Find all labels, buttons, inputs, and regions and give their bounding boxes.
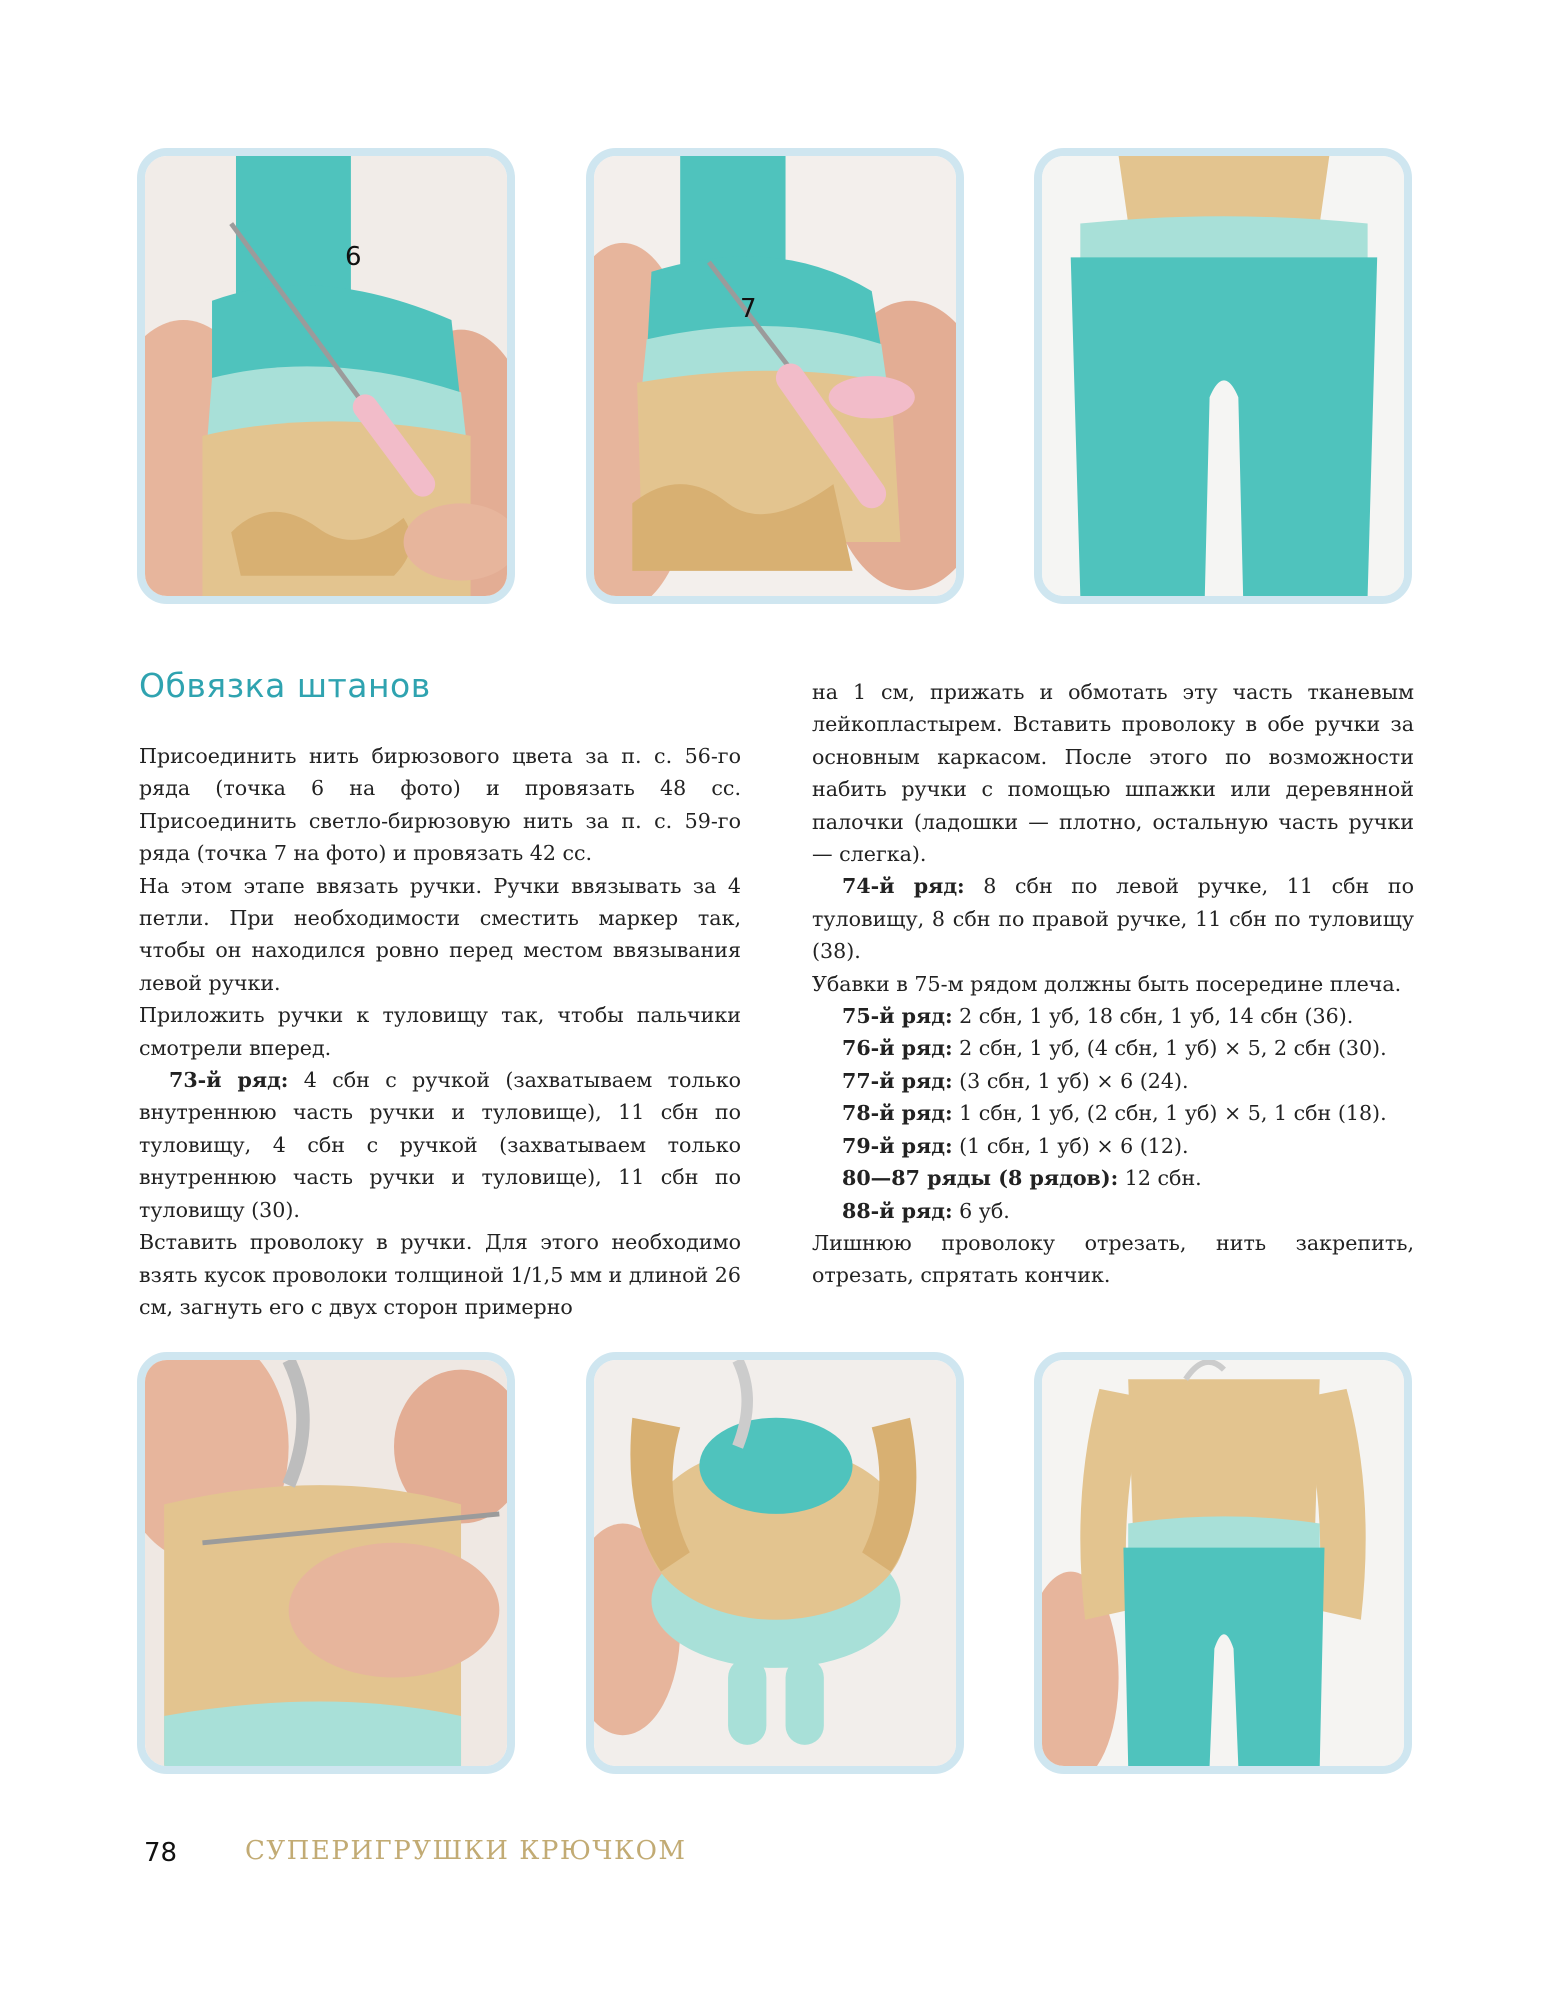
row-label: 73-й ряд: xyxy=(169,1068,289,1093)
row-text: (3 сбн, 1 уб) × 6 (24). xyxy=(952,1068,1189,1093)
row-instruction xyxy=(842,1130,1414,1162)
right-column xyxy=(812,676,1414,1292)
paragraph: На этом этапе ввязать ручки. Ручки ввязывать за 4 петли. При необходимости сместить маркер так, чтобы он находился ровно перед местом ввязывания левой ручки. xyxy=(139,873,741,995)
row-text: (1 сбн, 1 уб) × 6 (12). xyxy=(952,1133,1189,1158)
row-label: 80—87 ряды (8 рядов): xyxy=(842,1166,1119,1191)
row-label: 75-й ряд: xyxy=(842,1004,953,1029)
photo-marker: 7 xyxy=(740,294,757,324)
row-text: 2 сбн, 1 уб, 18 сбн, 1 уб, 14 сбн (36). xyxy=(952,1004,1354,1029)
row-label: 79-й ряд: xyxy=(842,1133,953,1158)
paragraph: на 1 см, прижать и обмотать эту часть тканевым лейкопластырем. Вставить проволоку в обе ручки за основным каркасом. После этого по возможности набить ручки с помощью шпажки или деревянной палочки (ладошки — плотно, остальную часть ручки — слегка). xyxy=(812,680,1414,867)
row-label: 88-й ряд: xyxy=(842,1198,953,1223)
row-instruction xyxy=(842,1000,1414,1032)
row-instruction xyxy=(842,1195,1414,1227)
row-label: 78-й ряд: xyxy=(842,1101,953,1126)
paragraph: Присоединить нить бирюзового цвета за п. с. 56-го ряда (точка 6 на фото) и провязать 48 сс. Присоединить светло-бирюзовую нить за п. с. 59-го ряда (точка 7 на фото) и провязать 42 сс. xyxy=(139,744,741,866)
row-instruction xyxy=(812,870,1414,967)
page-number: 78 xyxy=(144,1838,178,1868)
photo-top-2 xyxy=(586,148,964,604)
row-text: 2 сбн, 1 уб, (4 сбн, 1 уб) × 5, 2 сбн (30). xyxy=(952,1036,1387,1061)
row-instruction xyxy=(842,1032,1414,1064)
photo-bottom-2 xyxy=(586,1352,964,1774)
section-heading: Обвязка штанов xyxy=(139,666,431,705)
photo-top-1 xyxy=(137,148,515,604)
row-text: 4 сбн с ручкой (захватываем только внутреннюю часть ручки и туловище), 11 сбн по туловищу, 4 сбн с ручкой (захватываем только внутреннюю часть ручки и туловище), 11 сбн по туловищу (30). xyxy=(139,1068,741,1222)
photo-marker: 6 xyxy=(345,242,362,272)
row-text: 12 сбн. xyxy=(1118,1166,1202,1191)
row-text: 6 уб. xyxy=(952,1198,1010,1223)
row-text: 1 сбн, 1 уб, (2 сбн, 1 уб) × 5, 1 сбн (18). xyxy=(952,1101,1387,1126)
running-title: СУПЕРИГРУШКИ КРЮЧКОМ xyxy=(245,1836,687,1866)
photo-bottom-1 xyxy=(137,1352,515,1774)
paragraph: Вставить проволоку в ручки. Для этого необходимо взять кусок проволоки толщиной 1/1,5 мм и длиной 26 см, загнуть его с двух сторон примерно xyxy=(139,1230,741,1319)
photo-top-3 xyxy=(1034,148,1412,604)
row-instruction xyxy=(842,1065,1414,1097)
row-label: 76-й ряд: xyxy=(842,1036,953,1061)
paragraph: Приложить ручки к туловищу так, чтобы пальчики смотрели вперед. xyxy=(139,1003,741,1060)
row-label: 74-й ряд: xyxy=(842,874,965,899)
paragraph: Лишнюю проволоку отрезать, нить закрепить, отрезать, спрятать кончик. xyxy=(812,1230,1414,1288)
row-text: 8 сбн по левой ручке, 11 сбн по туловищу, 8 сбн по правой ручке, 11 сбн по туловищу (38). xyxy=(812,874,1415,964)
paragraph: Убавки в 75-м рядом должны быть посередине плеча. xyxy=(812,971,1402,996)
left-column xyxy=(139,740,741,1323)
row-instruction xyxy=(139,1064,741,1226)
row-instruction xyxy=(842,1162,1414,1194)
row-label: 77-й ряд: xyxy=(842,1068,953,1093)
row-instruction xyxy=(842,1097,1414,1129)
photo-bottom-3 xyxy=(1034,1352,1412,1774)
